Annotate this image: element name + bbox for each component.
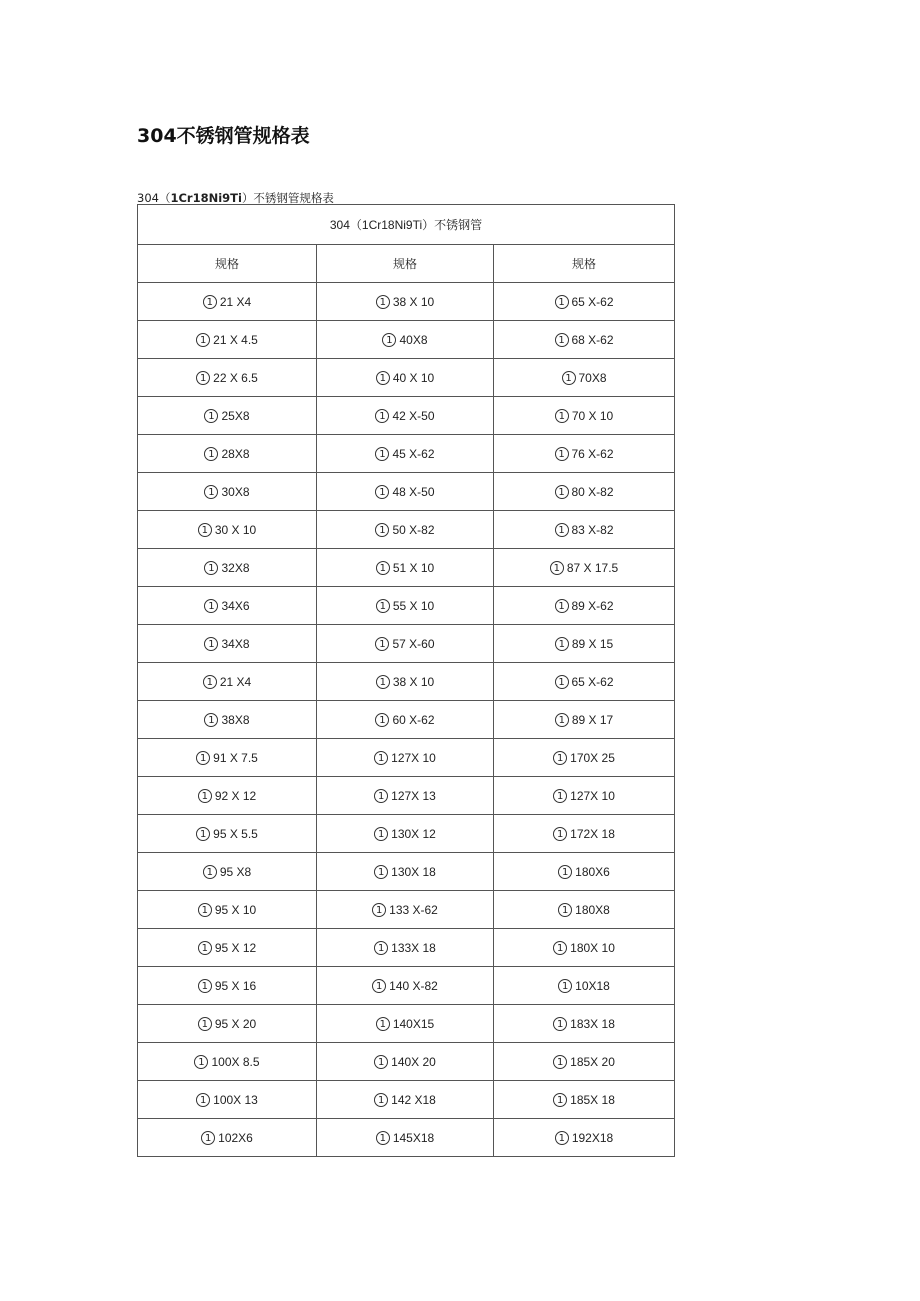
table-row [138, 815, 675, 853]
spec-cell [494, 397, 675, 435]
table-header-row [138, 245, 675, 283]
spec-value: 127X 10 [570, 788, 615, 803]
table-row [138, 359, 675, 397]
circled-number-marker: 1 [553, 941, 567, 955]
spec-value: 21 X 4.5 [213, 332, 258, 347]
spec-cell [494, 777, 675, 815]
spec-value: 180X 10 [570, 940, 615, 955]
page-title: 304不锈钢管规格表 [137, 125, 310, 147]
spec-value: 22 X 6.5 [213, 370, 258, 385]
spec-value: 55 X 10 [392, 598, 435, 613]
circled-number-marker: 1 [376, 371, 390, 385]
spec-cell [317, 473, 494, 511]
spec-cell [494, 815, 675, 853]
circled-number-marker: 1 [376, 295, 390, 309]
table-row [138, 587, 675, 625]
spec-value: 87 X 17.5 [566, 560, 619, 575]
circled-number-marker: 1 [376, 675, 390, 689]
table-row [138, 891, 675, 929]
table-row [138, 625, 675, 663]
spec-cell [494, 359, 675, 397]
spec-cell [317, 929, 494, 967]
circled-number-marker: 1 [204, 599, 218, 613]
circled-number-marker: 1 [203, 295, 217, 309]
spec-value: 130X 12 [391, 826, 436, 841]
spec-value: 89 X 15 [571, 636, 614, 651]
spec-value: 140 X-82 [389, 978, 438, 993]
spec-cell [317, 1043, 494, 1081]
spec-cell [494, 549, 675, 587]
spec-value: 95 X 10 [214, 902, 257, 917]
spec-value: 170X 25 [570, 750, 615, 765]
circled-number-marker: 1 [204, 447, 218, 461]
spec-cell [138, 1043, 317, 1081]
spec-value: 38 X 10 [392, 674, 435, 689]
spec-value: 89 X 17 [571, 712, 614, 727]
spec-cell [317, 321, 494, 359]
column-header: 规格 [494, 245, 675, 283]
spec-cell [317, 1081, 494, 1119]
spec-value: 34X8 [221, 636, 250, 651]
spec-cell [138, 283, 317, 321]
table-row [138, 435, 675, 473]
circled-number-marker: 1 [562, 371, 576, 385]
circled-number-marker: 1 [196, 751, 210, 765]
spec-cell [317, 701, 494, 739]
circled-number-marker: 1 [553, 1017, 567, 1031]
spec-cell [494, 587, 675, 625]
circled-number-marker: 1 [203, 675, 217, 689]
circled-number-marker: 1 [376, 561, 390, 575]
spec-cell [317, 1005, 494, 1043]
caption-grade: 1Cr18Ni9Ti [170, 191, 242, 205]
spec-cell [317, 777, 494, 815]
caption-suffix: ）不锈钢管规格表 [241, 191, 334, 205]
spec-cell [317, 891, 494, 929]
spec-value: 70X8 [578, 370, 607, 385]
circled-number-marker: 1 [375, 409, 389, 423]
spec-cell [494, 511, 675, 549]
spec-cell [317, 1119, 494, 1157]
spec-cell [494, 891, 675, 929]
circled-number-marker: 1 [375, 713, 389, 727]
spec-value: 21 X4 [219, 294, 252, 309]
spec-value: 92 X 12 [214, 788, 257, 803]
circled-number-marker: 1 [553, 827, 567, 841]
caption-prefix: 304（ [137, 191, 171, 205]
circled-number-marker: 1 [555, 485, 569, 499]
spec-value: 21 X4 [219, 674, 252, 689]
spec-table [137, 204, 675, 1157]
spec-cell [494, 967, 675, 1005]
circled-number-marker: 1 [374, 865, 388, 879]
column-header: 规格 [317, 245, 494, 283]
spec-value: 38 X 10 [392, 294, 435, 309]
spec-value: 70 X 10 [571, 408, 614, 423]
circled-number-marker: 1 [558, 865, 572, 879]
circled-number-marker: 1 [553, 1093, 567, 1107]
spec-value: 68 X-62 [571, 332, 614, 347]
spec-value: 95 X 16 [214, 978, 257, 993]
spec-cell [138, 1119, 317, 1157]
circled-number-marker: 1 [553, 1055, 567, 1069]
circled-number-marker: 1 [376, 599, 390, 613]
spec-value: 95 X 20 [214, 1016, 257, 1031]
table-row [138, 397, 675, 435]
table-title-row [138, 205, 675, 245]
spec-value: 34X6 [221, 598, 250, 613]
circled-number-marker: 1 [204, 409, 218, 423]
circled-number-marker: 1 [555, 599, 569, 613]
circled-number-marker: 1 [374, 1093, 388, 1107]
table-row [138, 549, 675, 587]
table-row [138, 1043, 675, 1081]
circled-number-marker: 1 [374, 941, 388, 955]
spec-value: 65 X-62 [571, 294, 614, 309]
spec-cell [138, 587, 317, 625]
spec-cell [138, 435, 317, 473]
spec-cell [138, 359, 317, 397]
spec-cell [138, 397, 317, 435]
spec-value: 60 X-62 [392, 712, 435, 727]
circled-number-marker: 1 [555, 1131, 569, 1145]
circled-number-marker: 1 [196, 371, 210, 385]
spec-value: 91 X 7.5 [213, 750, 258, 765]
spec-cell [494, 701, 675, 739]
spec-cell [138, 967, 317, 1005]
circled-number-marker: 1 [555, 447, 569, 461]
spec-cell [317, 587, 494, 625]
table-row [138, 777, 675, 815]
spec-value: 133X 18 [391, 940, 436, 955]
spec-cell [317, 435, 494, 473]
circled-number-marker: 1 [550, 561, 564, 575]
circled-number-marker: 1 [198, 1017, 212, 1031]
spec-value: 180X6 [575, 864, 610, 879]
spec-cell [317, 739, 494, 777]
circled-number-marker: 1 [382, 333, 396, 347]
spec-value: 185X 20 [570, 1054, 615, 1069]
circled-number-marker: 1 [553, 789, 567, 803]
spec-value: 80 X-82 [571, 484, 614, 499]
spec-cell [494, 739, 675, 777]
spec-value: 192X18 [571, 1130, 614, 1145]
column-header: 规格 [138, 245, 317, 283]
spec-cell [138, 701, 317, 739]
spec-value: 89 X-62 [571, 598, 614, 613]
table-row [138, 1005, 675, 1043]
spec-value: 10X18 [575, 978, 610, 993]
spec-value: 140X 20 [391, 1054, 436, 1069]
spec-value: 76 X-62 [571, 446, 614, 461]
spec-cell [317, 283, 494, 321]
table-row [138, 701, 675, 739]
spec-cell [494, 283, 675, 321]
circled-number-marker: 1 [374, 751, 388, 765]
spec-cell [138, 777, 317, 815]
spec-value: 42 X-50 [392, 408, 435, 423]
spec-value: 100X 8.5 [211, 1054, 260, 1069]
spec-cell [317, 397, 494, 435]
spec-value: 95 X 12 [214, 940, 257, 955]
circled-number-marker: 1 [194, 1055, 208, 1069]
spec-value: 180X8 [575, 902, 610, 917]
spec-cell [317, 967, 494, 1005]
spec-cell [317, 815, 494, 853]
spec-cell [317, 511, 494, 549]
spec-cell [138, 473, 317, 511]
circled-number-marker: 1 [376, 1131, 390, 1145]
spec-value: 83 X-82 [571, 522, 614, 537]
table-row [138, 929, 675, 967]
spec-value: 32X8 [221, 560, 250, 575]
table-row [138, 967, 675, 1005]
spec-cell [494, 321, 675, 359]
spec-value: 28X8 [221, 446, 250, 461]
table-row [138, 473, 675, 511]
table-row [138, 1119, 675, 1157]
spec-value: 133 X-62 [389, 902, 438, 917]
spec-cell [138, 1005, 317, 1043]
circled-number-marker: 1 [196, 333, 210, 347]
circled-number-marker: 1 [376, 1017, 390, 1031]
circled-number-marker: 1 [372, 979, 386, 993]
circled-number-marker: 1 [198, 979, 212, 993]
spec-value: 40X8 [399, 332, 428, 347]
spec-value: 140X15 [392, 1016, 435, 1031]
spec-cell [138, 663, 317, 701]
circled-number-marker: 1 [204, 485, 218, 499]
circled-number-marker: 1 [203, 865, 217, 879]
spec-cell [494, 473, 675, 511]
spec-cell [138, 321, 317, 359]
table-row [138, 1081, 675, 1119]
table-row [138, 321, 675, 359]
circled-number-marker: 1 [198, 523, 212, 537]
circled-number-marker: 1 [555, 713, 569, 727]
spec-cell [494, 929, 675, 967]
spec-value: 50 X-82 [392, 522, 435, 537]
circled-number-marker: 1 [375, 637, 389, 651]
circled-number-marker: 1 [204, 561, 218, 575]
spec-cell [138, 815, 317, 853]
spec-cell [138, 891, 317, 929]
spec-cell [317, 853, 494, 891]
spec-cell [138, 511, 317, 549]
spec-value: 183X 18 [570, 1016, 615, 1031]
table-row [138, 511, 675, 549]
circled-number-marker: 1 [375, 523, 389, 537]
spec-value: 40 X 10 [392, 370, 435, 385]
circled-number-marker: 1 [204, 713, 218, 727]
spec-value: 48 X-50 [392, 484, 435, 499]
circled-number-marker: 1 [375, 447, 389, 461]
circled-number-marker: 1 [555, 333, 569, 347]
spec-value: 127X 10 [391, 750, 436, 765]
table-row [138, 853, 675, 891]
spec-value: 142 X18 [391, 1092, 436, 1107]
circled-number-marker: 1 [201, 1131, 215, 1145]
spec-value: 172X 18 [570, 826, 615, 841]
spec-value: 130X 18 [391, 864, 436, 879]
circled-number-marker: 1 [558, 903, 572, 917]
circled-number-marker: 1 [196, 827, 210, 841]
spec-value: 185X 18 [570, 1092, 615, 1107]
spec-value: 95 X 5.5 [213, 826, 258, 841]
table-row [138, 283, 675, 321]
circled-number-marker: 1 [198, 903, 212, 917]
circled-number-marker: 1 [555, 295, 569, 309]
circled-number-marker: 1 [204, 637, 218, 651]
spec-cell [494, 1081, 675, 1119]
spec-value: 95 X8 [219, 864, 252, 879]
spec-cell [494, 1119, 675, 1157]
spec-cell [138, 929, 317, 967]
table-row [138, 663, 675, 701]
circled-number-marker: 1 [198, 789, 212, 803]
spec-value: 102X6 [218, 1130, 253, 1145]
spec-value: 51 X 10 [392, 560, 435, 575]
circled-number-marker: 1 [555, 523, 569, 537]
spec-cell [494, 1043, 675, 1081]
spec-cell [138, 1081, 317, 1119]
circled-number-marker: 1 [374, 789, 388, 803]
spec-value: 100X 13 [213, 1092, 258, 1107]
circled-number-marker: 1 [555, 409, 569, 423]
spec-cell [317, 359, 494, 397]
circled-number-marker: 1 [374, 1055, 388, 1069]
spec-cell [317, 549, 494, 587]
spec-value: 145X18 [392, 1130, 435, 1145]
spec-cell [138, 739, 317, 777]
spec-cell [138, 549, 317, 587]
spec-cell [494, 1005, 675, 1043]
circled-number-marker: 1 [196, 1093, 210, 1107]
circled-number-marker: 1 [558, 979, 572, 993]
circled-number-marker: 1 [553, 751, 567, 765]
spec-value: 25X8 [221, 408, 250, 423]
spec-cell [138, 853, 317, 891]
circled-number-marker: 1 [372, 903, 386, 917]
spec-cell [494, 435, 675, 473]
spec-cell [317, 625, 494, 663]
spec-cell [494, 663, 675, 701]
spec-value: 30 X 10 [214, 522, 257, 537]
spec-value: 45 X-62 [392, 446, 435, 461]
spec-cell [138, 625, 317, 663]
spec-cell [494, 853, 675, 891]
circled-number-marker: 1 [375, 485, 389, 499]
circled-number-marker: 1 [555, 637, 569, 651]
spec-value: 127X 13 [391, 788, 436, 803]
spec-value: 30X8 [221, 484, 250, 499]
spec-value: 38X8 [221, 712, 250, 727]
spec-cell [494, 625, 675, 663]
circled-number-marker: 1 [555, 675, 569, 689]
table-title: 304（1Cr18Ni9Ti）不锈钢管 [138, 205, 675, 245]
table-row [138, 739, 675, 777]
circled-number-marker: 1 [374, 827, 388, 841]
spec-cell [317, 663, 494, 701]
circled-number-marker: 1 [198, 941, 212, 955]
spec-value: 65 X-62 [571, 674, 614, 689]
spec-value: 57 X-60 [392, 636, 435, 651]
